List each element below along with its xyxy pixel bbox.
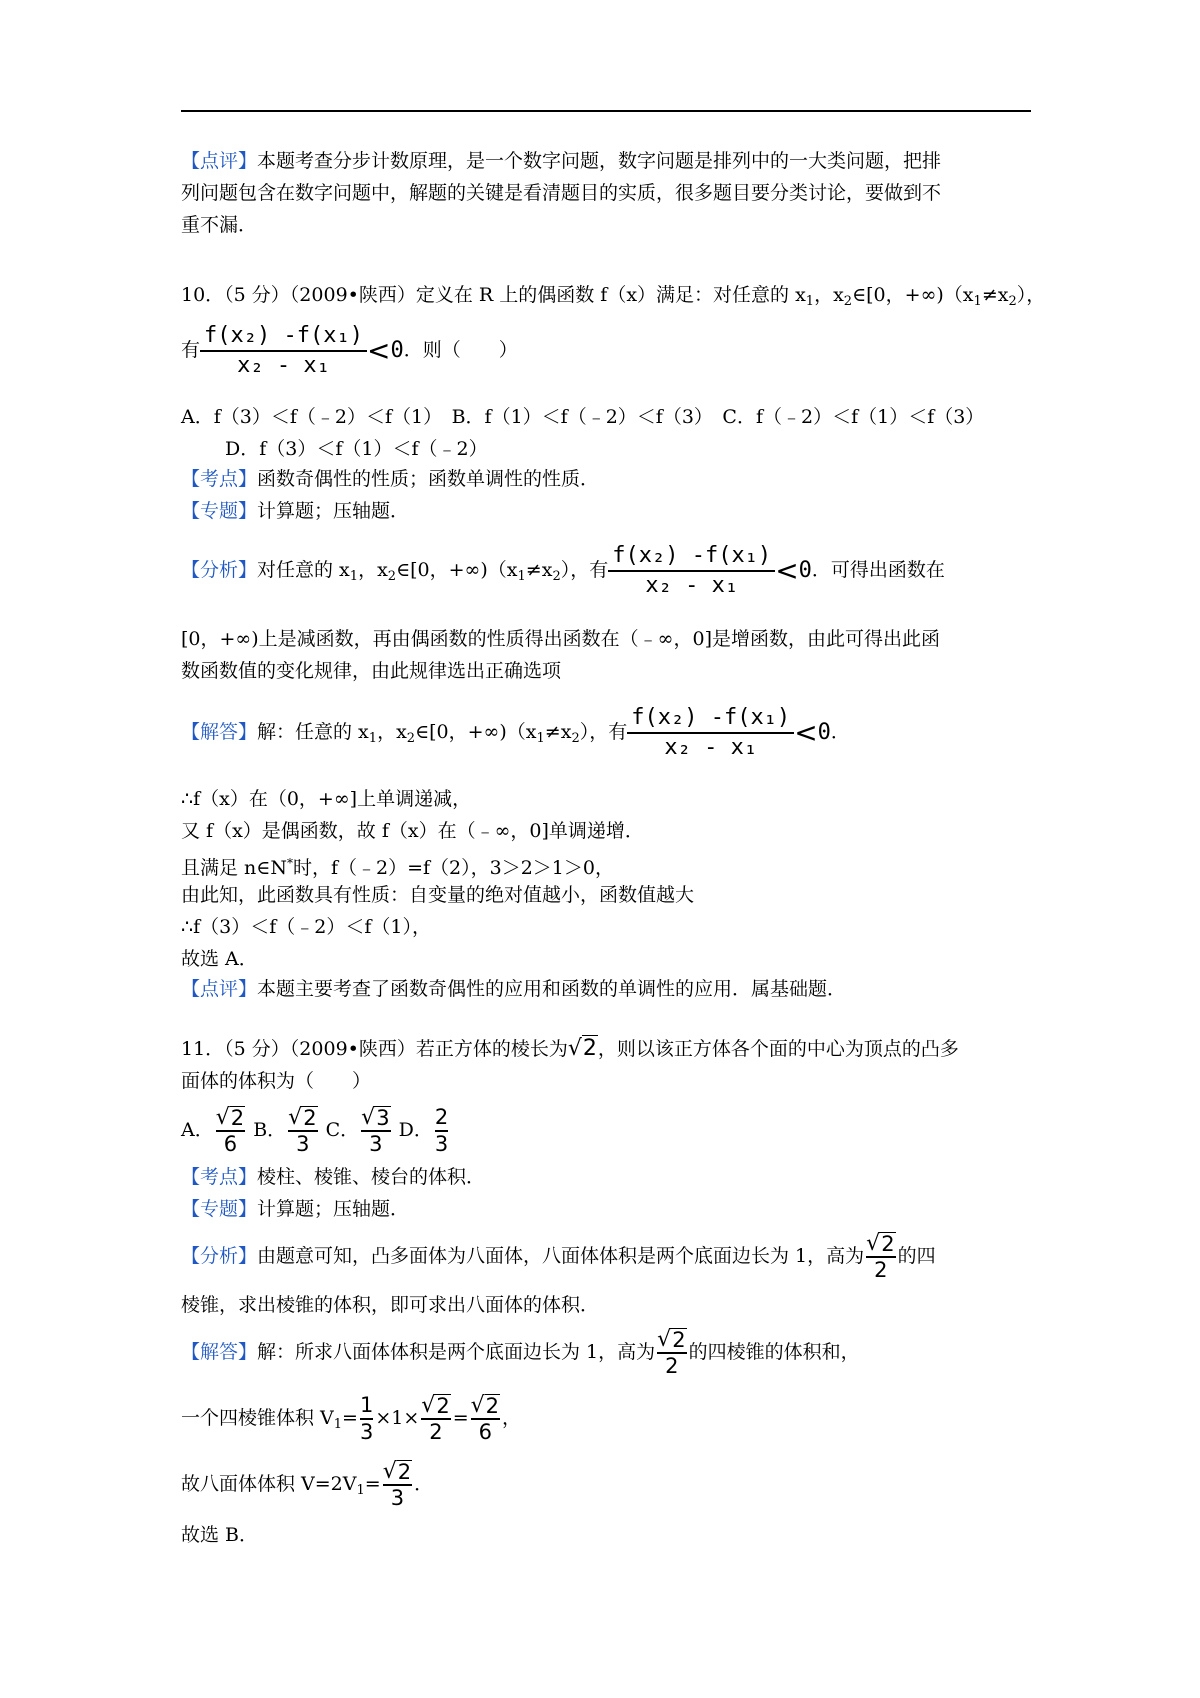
q11-v-line: 故八面体体积 $V=2V_1=$ √ 2 3 ． bbox=[181, 1459, 434, 1510]
q10-sol-line2: 又 f（x）是偶函数，故 f（x）在（﹣∞，0]单调递增． bbox=[181, 820, 644, 842]
height-fraction: √ 2 2 bbox=[866, 1231, 895, 1282]
option-c-fraction: √ 3 3 bbox=[361, 1105, 390, 1156]
option-d-fraction: $\frac{2}{3}$ bbox=[434, 1105, 449, 1156]
dianping-tag: 【点评】 bbox=[181, 150, 258, 172]
q11-fenxi-line1: 【分析】由题意可知，凸多面体为八面体，八面体体积是两个底面边长为 1，高为 √ 2 2 的四 bbox=[181, 1231, 936, 1282]
q9-review-line2: 列问题包含在数字问题中，解题的关键是看清题目的实质，很多题目要分类讨论，要做到不 bbox=[181, 182, 942, 204]
q10-dianping: 【点评】本题主要考查了函数奇偶性的应用和函数的单调性的应用．属基础题． bbox=[181, 978, 847, 1000]
q11-zhuanti: 【专题】计算题；压轴题． bbox=[181, 1198, 410, 1220]
q10-inequality-fraction: $\frac{\text{f(x₂) -f(x₁)}}{\text{x₂ - x₁}}$ bbox=[200, 322, 367, 380]
q10-sol-line6: 故选 A． bbox=[181, 948, 258, 970]
q10-stem-line2: 有 $\frac{\text{f(x₂) -f(x₁)}}{\text{x₂ - x₁}}$ <0．则（ ） bbox=[181, 323, 518, 378]
q9-review-line1 bbox=[181, 148, 941, 174]
q11-stem-line2: 面体的体积为（ ） bbox=[181, 1070, 372, 1092]
q11-fenxi-line2: 棱锥，求出棱锥的体积，即可求出八面体的体积． bbox=[181, 1294, 600, 1316]
q11-kaodian: 【考点】棱柱、棱锥、棱台的体积． bbox=[181, 1166, 486, 1188]
header-rule bbox=[181, 110, 1031, 112]
q11-v1-line: 一个四棱锥体积 $V_1=$ $\frac{1}{3}$ ×1× √ 2 2 = √ 2 6 ， bbox=[181, 1393, 522, 1444]
q10-options-line1: A．f（3）＜f（﹣2）＜f（1） B．f（1）＜f（﹣2）＜f（3） C．f（﹣2）＜f（1）＜f（3） bbox=[181, 406, 985, 428]
q10-fenxi-line2: [0，+∞)上是减函数，再由偶函数的性质得出函数在（﹣∞，0]是增函数，由此可得出此函 bbox=[181, 628, 940, 650]
q11-final-answer: 故选 B． bbox=[181, 1524, 259, 1546]
v1-height-fraction: √ 2 2 bbox=[421, 1393, 450, 1444]
q10-fenxi-fraction: $\frac{\text{f(x₂) -f(x₁)}}{\text{x₂ - x₁}}$ bbox=[608, 542, 775, 600]
q10-stem-line1: 10．（5 分）（2009•陕西）定义在 R 上的偶函数 f（x）满足：对任意的 $x_1$，$x_2\in[0$，$+\infty)(x_1\ne x_2)$， bbox=[181, 284, 1046, 309]
height-fraction: √ 2 2 bbox=[657, 1327, 686, 1378]
q10-jieda-fraction: $\frac{\text{f(x₂) -f(x₁)}}{\text{x₂ - x₁}}$ bbox=[627, 704, 794, 762]
v-result-fraction: √ 2 3 bbox=[382, 1459, 412, 1510]
q10-kaodian: 【考点】函数奇偶性的性质；函数单调性的性质． bbox=[181, 468, 600, 490]
q11-jieda-line1: 【解答】解：所求八面体体积是两个底面边长为 1，高为 √ 2 2 的四棱锥的体积和， bbox=[181, 1327, 860, 1378]
option-b-fraction: √ 2 3 bbox=[288, 1105, 317, 1156]
sqrt-two: √2 bbox=[567, 1036, 597, 1061]
one-third-fraction: $\frac{1}{3}$ bbox=[359, 1393, 374, 1444]
q10-fenxi-line3: 数函数值的变化规律，由此规律选出正确选项 bbox=[181, 660, 562, 682]
q11-options: A． √ 2 6 B． √ 2 3 C． √ 3 3 D． $\frac{2}{3}$ bbox=[181, 1105, 449, 1156]
q10-options-line2: D．f（3）＜f（1）＜f（﹣2） bbox=[225, 438, 488, 460]
v1-result-fraction: √ 2 6 bbox=[470, 1393, 500, 1444]
q10-sol-line4: 由此知，此函数具有性质：自变量的绝对值越小，函数值越大 bbox=[181, 884, 695, 906]
q9-review-line3: 重不漏． bbox=[181, 214, 258, 236]
q10-sol-line1: ∴f（x）在（0，+∞]上单调递减， bbox=[181, 788, 472, 810]
q10-zhuanti: 【专题】计算题；压轴题． bbox=[181, 500, 410, 522]
q10-sol-line5: ∴f（3）＜f（﹣2）＜f（1）， bbox=[181, 916, 431, 938]
q11-stem-line1: 11．（5 分）（2009•陕西）若正方体的棱长为√2，则以该正方体各个面的中心为顶点的凸多 bbox=[181, 1036, 959, 1061]
option-a-fraction: √ 2 6 bbox=[215, 1105, 245, 1156]
q10-fenxi-line1: 【分析】对任意的 $x_1$，$x_2\in[0$，$+\infty)(x_1\ne x_2)$，有 $\frac{\text{f(x₂) -f(x₁)}}{\text{x₂ - x₁}}$ <0．可得出函数在 bbox=[181, 543, 945, 598]
q10-jieda-line1: 【解答】解：任意的 $x_1$，$x_2\in[0$，$+\infty)(x_1\ne x_2)$，有 $\frac{\text{f(x₂) -f(x₁)}}{\text{x₂ - x₁}}$ <0． bbox=[181, 705, 850, 760]
q9-review-text: 本题考查分步计数原理，是一个数字问题，数字问题是排列中的一大类问题，把排 bbox=[257, 150, 942, 172]
q10-sol-line3: 且满足 n∈N*时，f（﹣2）=f（2），3＞2＞1＞0， bbox=[181, 856, 614, 879]
